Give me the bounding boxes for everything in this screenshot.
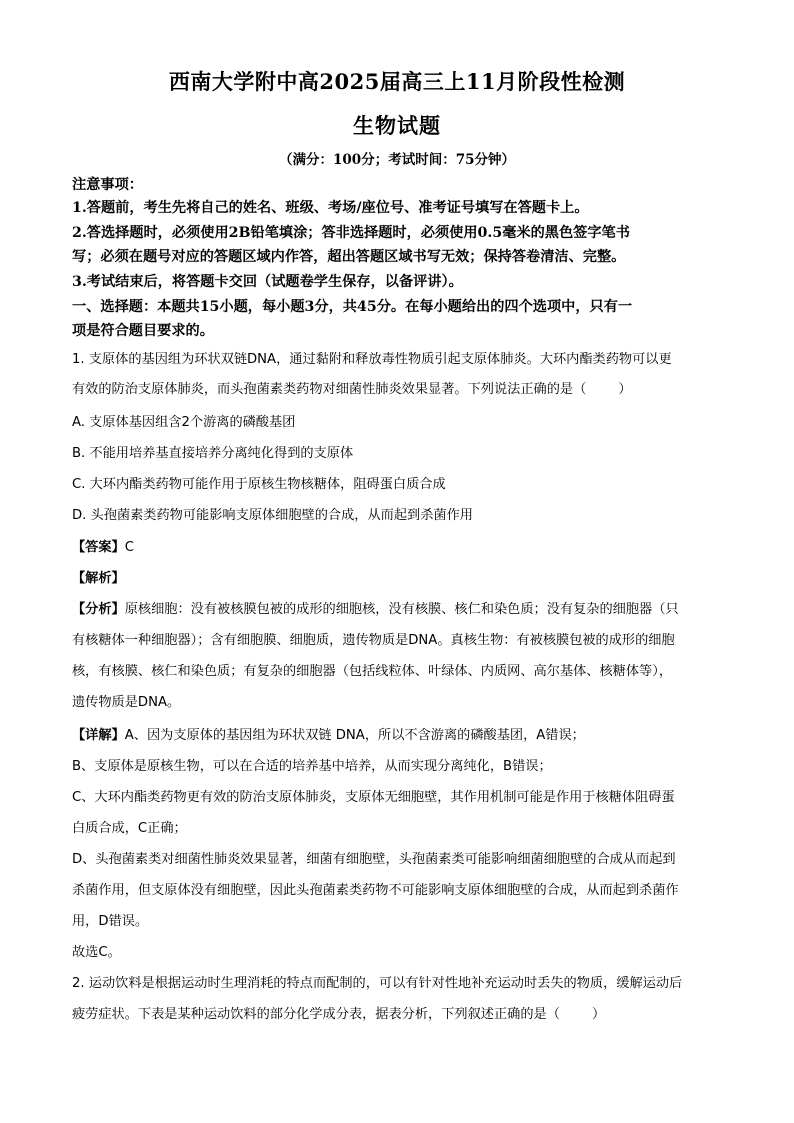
q2-stem-text: 疲劳症状。下表是某种运动饮料的部分化学成分表，据表分析，下列叙述正确的是（ [72,1007,560,1022]
detail-tag: 【详解】 [72,728,125,743]
detail-a-text: A、因为支原体的基因组为环状双链 DNA，所以不含游离的磷酸基团，A错误； [124,728,585,743]
conclusion: 故选C。 [72,945,121,960]
detail-c-line-2: 白质合成，C正确； [72,821,187,836]
q1-stem-line-1: 1. 支原体的基因组为环状双链DNA，通过黏附和释放毒性物质引起支原体肺炎。大环内酯类药物可以更 [72,352,672,367]
q1-option-c: C. 大环内酯类药物可能作用于原核生物核糖体，阻碍蛋白质合成 [72,477,446,492]
answer-tag: 【答案】 [72,540,125,555]
fenxi-line-2: 有核糖体一种细胞器）；含有细胞膜、细胞质，遗传物质是DNA。真核生物：有被核膜包被的成形的细胞 [72,633,675,648]
notice-item-3: 3.考试结束后，将答题卡交回（试题卷学生保存，以备评讲）。 [72,274,463,290]
q1-option-a: A. 支原体基因组含2个游离的磷酸基团 [72,415,296,430]
detail-d-line-1: D、头孢菌素类对细菌性肺炎效果显著，细菌有细胞壁，头孢菌素类可能影响细菌细胞壁的合成从而起到 [72,852,676,867]
detail-c-line-1: C、大环内酯类药物更有效的防治支原体肺炎，支原体无细胞壁，其作用机制可能是作用于核糖体阻碍蛋 [72,790,675,805]
notice-item-2-line-1: 2.答选择题时，必须使用2B铅笔填涂；答非选择题时，必须使用0.5毫米的黑色签字笔书 [72,225,630,241]
notice-item-2-line-2: 写；必须在题号对应的答题区域内作答，超出答题区域书写无效；保持答卷清洁、完整。 [72,249,626,265]
fenxi-line-1 [72,598,679,617]
section-heading-line-1: 一、选择题：本题共15小题，每小题3分，共45分。在每小题给出的四个选项中，只有一 [72,299,633,315]
fenxi-line-4: 遗传物质是DNA。 [72,695,181,710]
exam-meta: （满分：100分；考试时间：75分钟） [279,152,515,168]
fenxi-line-3: 核，有核膜、核仁和染色质；有复杂的细胞器（包括线粒体、叶绿体、内质网、高尔基体、核糖体等）， [72,664,673,679]
q1-stem-close: ） [618,382,632,397]
subject-title: 生物试题 [353,113,441,138]
exam-title: 西南大学附中高2025届高三上11月阶段性检测 [168,69,626,94]
q2-stem-line-1: 2. 运动饮料是根据运动时生理消耗的特点而配制的，可以有针对性地补充运动时丢失的物质，缓解运动后 [72,976,683,991]
fenxi-tag: 【分析】 [72,602,125,617]
section-heading-line-2: 项是符合题目要求的。 [72,323,214,339]
q1-option-d: D. 头孢菌素类药物可能影响支原体细胞壁的合成，从而起到杀菌作用 [72,508,473,523]
fenxi-text: 原核细胞：没有被核膜包被的成形的细胞核，没有核膜、核仁和染色质；没有复杂的细胞器（只 [124,602,679,617]
detail-b: B、支原体是原核生物，可以在合适的培养基中培养，从而实现分离纯化，B错误； [72,759,552,774]
detail-d-line-2: 杀菌作用，但支原体没有细胞壁，因此头孢菌素类药物不可能影响支原体细胞壁的合成，从而起到杀菌作 [72,883,679,898]
q2-stem-close: ） [591,1007,606,1022]
detail-a [72,724,585,743]
q1-stem-text: 有效的防治支原体肺炎，而头孢菌素类药物对细菌性肺炎效果显著。下列说法正确的是（ [72,382,587,397]
notice-heading: 注意事项： [72,177,143,193]
detail-d-line-3: 用，D错误。 [72,914,149,929]
q1-answer [72,536,134,555]
q1-option-b: B. 不能用培养基直接培养分离纯化得到的支原体 [72,446,354,461]
q1-stem-line-2 [72,378,632,397]
q2-stem-line-2 [72,1003,605,1022]
notice-item-1: 1.答题前，考生先将自己的姓名、班级、考场/座位号、准考证号填写在答题卡上。 [72,200,589,216]
analysis-tag: 【解析】 [72,571,125,586]
answer-value: C [124,540,134,555]
